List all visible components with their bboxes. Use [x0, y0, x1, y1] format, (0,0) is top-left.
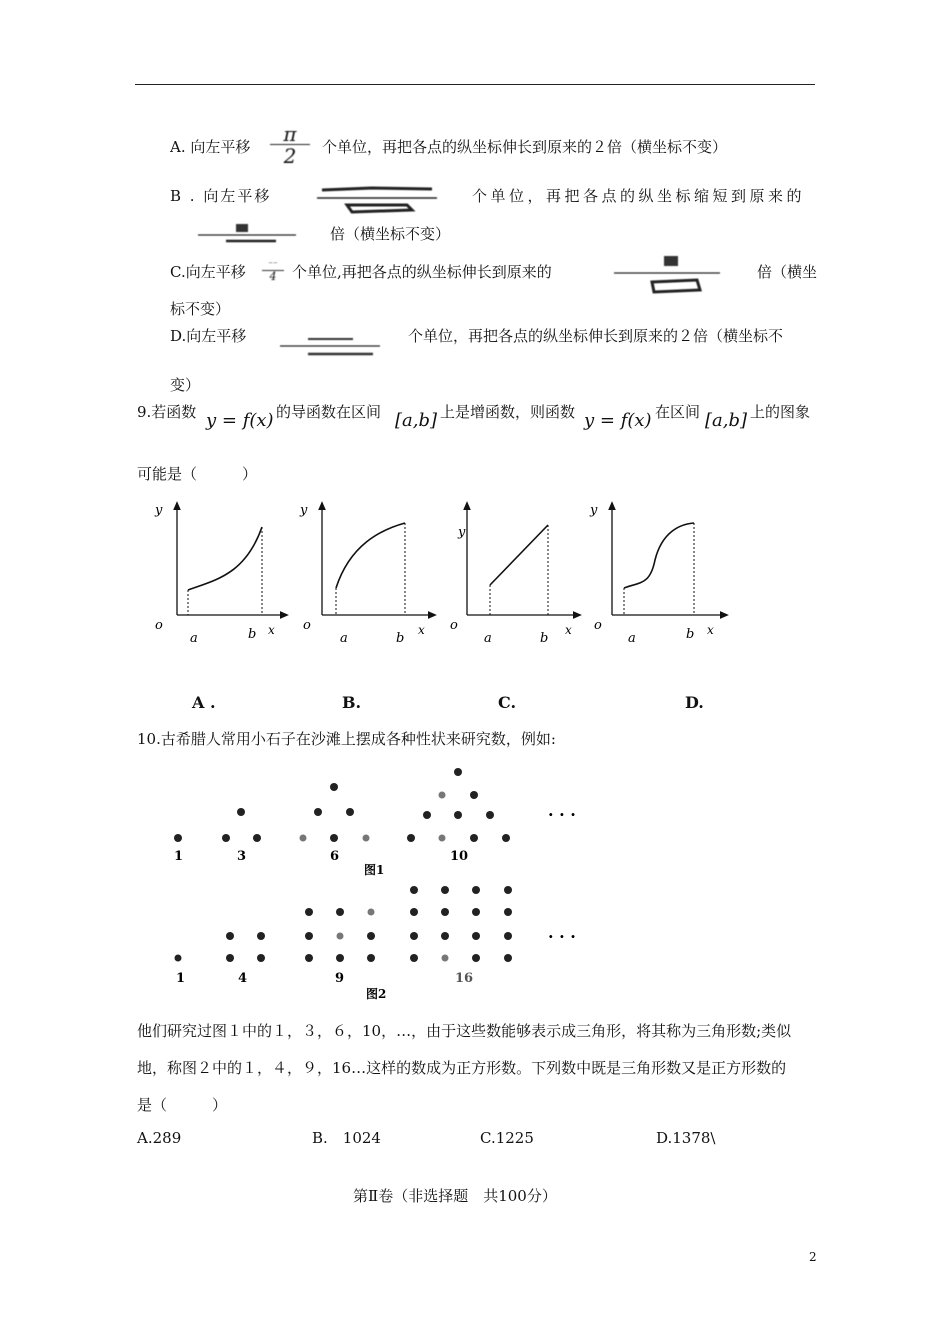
graph-label-a: A .	[192, 693, 216, 712]
header-rule	[135, 84, 815, 85]
a-label: a	[628, 631, 636, 646]
q9-text5: 上的图象	[750, 403, 811, 421]
q10-option-c: C.1225	[480, 1129, 534, 1147]
a-label: a	[484, 631, 492, 646]
fig2-number-4: 4	[238, 971, 248, 986]
o-label: o	[155, 618, 163, 633]
q10-para1: 他们研究过图１中的１，３，６，10，…，由于这些数能够表示成三角形，将其称为三角形数;类似	[137, 1022, 792, 1040]
fig2-number-9: 9	[335, 971, 345, 986]
q9-interval-2: [a,b]	[705, 410, 748, 431]
q10-para2: 地，称图２中的１，４，９，16…这样的数成为正方形数。下列数中既是三角形数又是正方形数的	[137, 1059, 787, 1077]
x-label: x	[565, 623, 572, 637]
x-label: x	[418, 623, 425, 637]
q8-option-b-fraction2-image	[196, 222, 301, 246]
q10-title: 10.古希腊人常用小石子在沙滩上摆成各种性状来研究数，例如:	[137, 730, 556, 748]
q9-line2: 可能是（ ）	[137, 465, 258, 483]
graph-label-c: C.	[498, 693, 517, 712]
x-label: x	[707, 623, 714, 637]
q8-option-c-prefix: C.向左平移	[170, 263, 246, 281]
q8-option-c-mid: 个单位,再把各点的纵坐标伸长到原来的	[292, 263, 552, 281]
q10-para3: 是（ ）	[137, 1096, 228, 1114]
figure-1-dots	[174, 768, 510, 842]
fig1-number-3: 3	[237, 849, 247, 864]
figure-2-dots	[175, 886, 513, 962]
q8-option-b-line2: 倍（横坐标不变）	[330, 225, 451, 243]
q8-option-a-suffix: 个单位，再把各点的纵坐标伸长到原来的２倍（横坐标不变）	[322, 138, 728, 156]
fig2-ellipsis: · · ·	[548, 927, 576, 946]
graph-c	[450, 505, 578, 646]
q8-option-b-prefix: B . 向左平移	[170, 187, 272, 205]
o-label: o	[450, 618, 458, 633]
q8-option-d-fraction-image	[278, 334, 383, 360]
fig1-number-1: 1	[174, 849, 184, 864]
q9-function-2: y = f(x)	[584, 410, 652, 431]
fraction-numerator-image: ⁻⁻	[262, 260, 284, 271]
fig1-caption: 图1	[364, 863, 385, 877]
fig2-number-16: 16	[455, 971, 474, 986]
q9-graphs	[0, 490, 950, 660]
q10-figures	[0, 760, 950, 1005]
q8-option-c-fraction	[262, 260, 284, 283]
q8-option-b-suffix: 个单位，再把各点的纵坐标缩短到原来的	[472, 187, 806, 205]
q9-text1: 9.若函数	[137, 403, 197, 421]
q8-option-d-prefix: D.向左平移	[170, 327, 247, 345]
section-title: 第Ⅱ卷（非选择题 共100分）	[353, 1187, 557, 1205]
q8-option-c-fraction-image	[612, 252, 722, 298]
y-label: y	[590, 503, 598, 518]
curve	[336, 523, 405, 588]
q9-function-1: y = f(x)	[206, 410, 274, 431]
graph-label-d: D.	[685, 693, 704, 712]
a-label: a	[340, 631, 348, 646]
fig2-caption: 图2	[366, 987, 387, 1001]
b-label: b	[686, 627, 695, 642]
fig1-ellipsis: · · ·	[548, 805, 576, 824]
q8-option-c-line2: 标不变）	[170, 300, 231, 318]
q8-option-a-fraction	[270, 124, 310, 167]
q8-option-d-line2: 变）	[170, 376, 201, 394]
x-label: x	[268, 623, 275, 637]
curve	[188, 527, 262, 590]
y-label: y	[300, 503, 308, 518]
q8-option-a-prefix: A. 向左平移	[170, 138, 251, 156]
q10-option-a: A.289	[137, 1129, 182, 1147]
fraction-numerator: π	[270, 124, 310, 145]
fig2-number-1: 1	[176, 971, 186, 986]
fig1-number-10: 10	[450, 849, 469, 864]
a-label: a	[190, 631, 198, 646]
q9-text4: 在区间	[655, 403, 701, 421]
q9-text3: 上是增函数，则函数	[440, 403, 576, 421]
q9-text2: 的导函数在区间	[276, 403, 382, 421]
y-label: y	[155, 503, 163, 518]
line	[490, 525, 548, 585]
fraction-denominator: 4	[269, 270, 277, 283]
graph-a	[154, 503, 285, 646]
o-label: o	[303, 618, 311, 633]
b-label: b	[396, 631, 405, 646]
graph-d	[589, 503, 725, 646]
y-label: y	[458, 525, 466, 540]
fig1-number-6: 6	[330, 849, 340, 864]
q8-option-c-suffix: 倍（横坐	[757, 263, 818, 281]
graph-b	[299, 503, 433, 646]
curve	[624, 523, 694, 588]
q10-option-d: D.1378\	[656, 1129, 716, 1147]
page-number: 2	[809, 1250, 817, 1264]
b-label: b	[540, 631, 549, 646]
q8-option-b-fraction-image	[312, 180, 442, 220]
q9-interval-1: [a,b]	[395, 410, 438, 431]
q8-option-d-suffix: 个单位，再把各点的纵坐标伸长到原来的２倍（横坐标不	[408, 327, 784, 345]
graph-label-b: B.	[342, 693, 362, 712]
b-label: b	[248, 627, 257, 642]
fraction-denominator: 2	[283, 144, 297, 168]
q10-option-b: B. 1024	[312, 1129, 381, 1147]
o-label: o	[594, 618, 602, 633]
